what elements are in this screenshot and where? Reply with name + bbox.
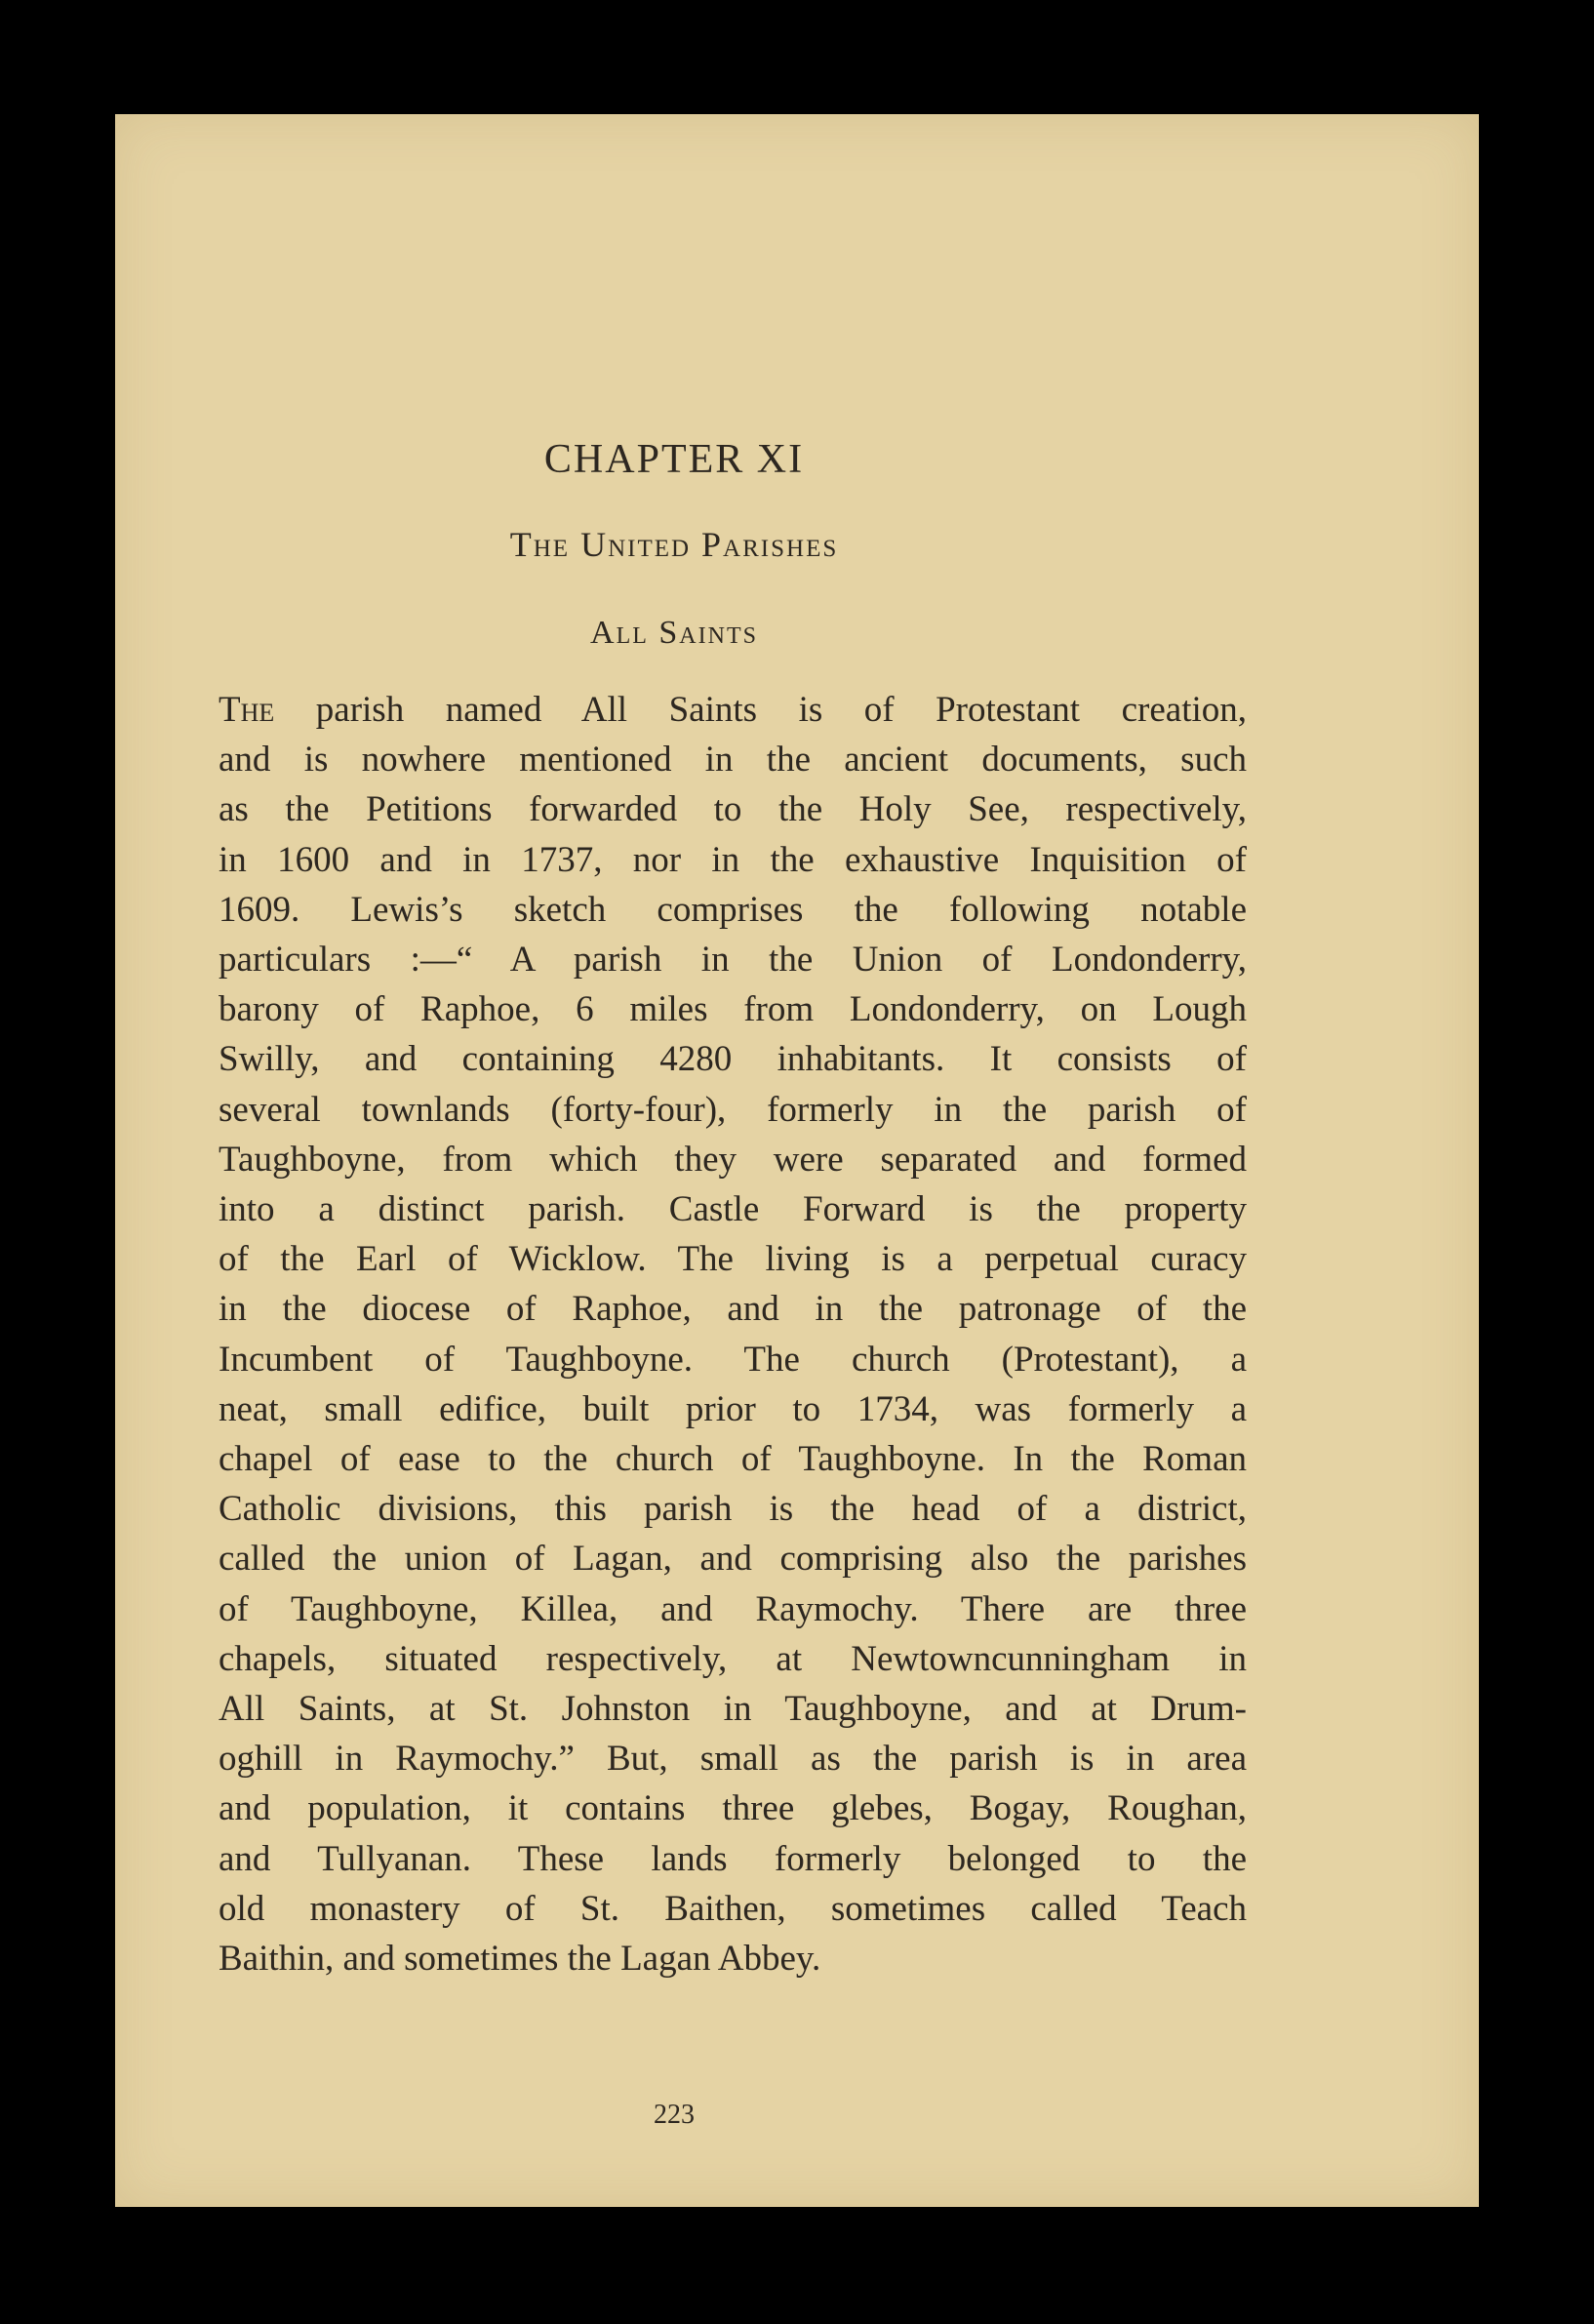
text-line: All Saints, at St. Johnston in Taughboyne, and at Drum- (219, 1689, 1247, 1730)
text-line: neat, small edifice, built prior to 1734, was formerly a (219, 1388, 1247, 1429)
subsection-heading: All Saints (590, 615, 758, 651)
text-line: barony of Raphoe, 6 miles from Londonderry, on Lough (219, 989, 1247, 1030)
text-line: and Tullyanan. These lands formerly belonged to the (219, 1838, 1247, 1879)
text-line: particulars :—“ A parish in the Union of Londonderry, (219, 940, 1247, 981)
text-line: and is nowhere mentioned in the ancient documents, such (219, 740, 1247, 781)
text-line: in the diocese of Raphoe, and in the patronage of the (219, 1289, 1247, 1330)
text-line: Taughboyne, from which they were separated and formed (219, 1139, 1247, 1180)
text-line: Baithin, and sometimes the Lagan Abbey. (219, 1939, 821, 1980)
text-line: in 1600 and in 1737, nor in the exhaustive Inquisition of (219, 839, 1247, 880)
text-line: old monastery of St. Baithen, sometimes called Teach (219, 1888, 1247, 1929)
text-line: Incumbent of Taughboyne. The church (Protestant), a (219, 1339, 1247, 1380)
lead-in-word: The (219, 690, 275, 730)
book-page (115, 114, 1479, 2207)
page-number: 223 (654, 2100, 695, 2130)
text-line: chapels, situated respectively, at Newtowncunningham in (219, 1638, 1247, 1679)
text-line: and population, it contains three glebes, Bogay, Roughan, (219, 1788, 1247, 1829)
text-line: of the Earl of Wicklow. The living is a perpetual curacy (219, 1239, 1247, 1280)
text-line: as the Petitions forwarded to the Holy See, respectively, (219, 789, 1247, 830)
text-line-rest: parish named All Saints is of Protestant creation, (274, 690, 1247, 730)
chapter-heading: CHAPTER XI (543, 437, 805, 482)
text-line (219, 685, 1247, 735)
text-line: Swilly, and containing 4280 inhabitants. It consists of (219, 1039, 1247, 1080)
text-line: chapel of ease to the church of Taughboyne. In the Roman (219, 1439, 1247, 1480)
text-line: 1609. Lewis’s sketch comprises the following notable (219, 889, 1247, 930)
text-line: into a distinct parish. Castle Forward is the property (219, 1189, 1247, 1230)
text-line: several townlands (forty-four), formerly in the parish of (219, 1089, 1247, 1130)
text-line: oghill in Raymochy.” But, small as the parish is in area (219, 1739, 1247, 1780)
text-line: of Taughboyne, Killea, and Raymochy. There are three (219, 1588, 1247, 1629)
body-paragraph (219, 685, 1247, 1983)
text-line: Catholic divisions, this parish is the head of a district, (219, 1489, 1247, 1530)
text-line: called the union of Lagan, and comprising also the parishes (219, 1539, 1247, 1580)
section-heading: The United Parishes (509, 525, 839, 564)
